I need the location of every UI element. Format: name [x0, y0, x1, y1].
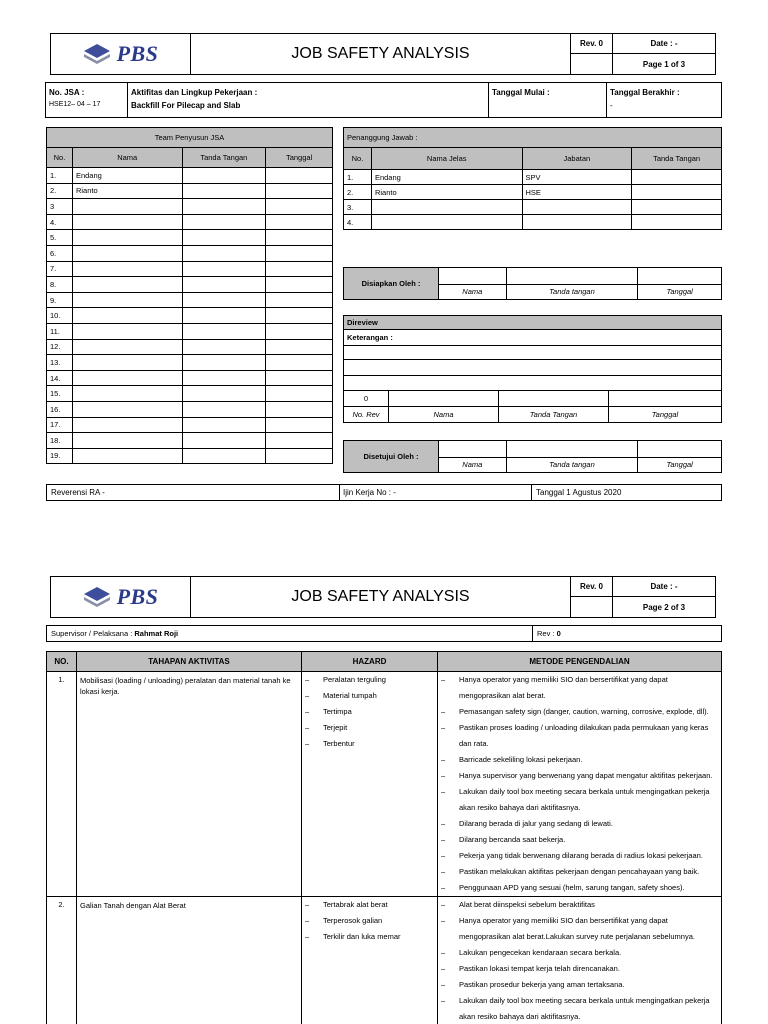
team-row-nama	[72, 370, 182, 386]
team-row-tanggal	[266, 199, 333, 215]
control-text: Hanya supervisor yang berwenang yang dapat mengatur aktifitas pekerjaan.	[459, 771, 713, 780]
team-row-tanggal	[266, 370, 333, 386]
steps-body	[47, 672, 722, 1024]
control-item: – Dilarang berada di jalur yang sedang di lewati.	[441, 816, 718, 832]
step-hazards	[302, 672, 438, 897]
step-no: 1.	[47, 672, 77, 897]
document-title: JOB SAFETY ANALYSIS	[191, 34, 571, 74]
footer-ra: Reverensi RA -	[51, 488, 105, 497]
hazard-text: Terkilir dan luka memar	[323, 932, 401, 941]
step-hazards	[302, 897, 438, 1024]
end-date-cell	[606, 83, 723, 117]
control-item: – Pastikan prosedur bekerja yang aman tertaksana.	[441, 977, 718, 993]
team-row-ttd	[182, 277, 266, 293]
col-tahapan: TAHAPAN AKTIVITAS	[77, 652, 302, 672]
step-activity: Galian Tanah dengan Alat Berat	[77, 897, 302, 1024]
team-row-tanggal	[266, 355, 333, 371]
prepared-label: Disiapkan Oleh :	[344, 268, 439, 300]
control-text: Dilarang berada di jalur yang sedang di lewati.	[459, 819, 613, 828]
team-row-no: 14.	[47, 370, 73, 386]
team-col-ttd: Tanda Tangan	[182, 148, 266, 168]
team-row-no: 1.	[47, 168, 73, 184]
review-no-rev-caption: No. Rev	[344, 407, 389, 423]
team-row-ttd	[182, 245, 266, 261]
control-item: – Barricade sekeliling lokasi pekerjaan.	[441, 752, 718, 768]
control-item: – Lakukan daily tool box meeting secara berkala untuk mengingatkan pekerja akan resiko bahaya dari aktifitasnya.	[441, 784, 718, 816]
team-row-nama	[72, 339, 182, 355]
team-row-ttd	[182, 448, 266, 464]
pj-row-no: 3.	[344, 200, 372, 215]
review-blank-row	[344, 346, 722, 360]
control-item: – Pemasangan safety sign (danger, caution, warning, corrosive, explode, dll).	[441, 704, 718, 720]
rev-empty-cell	[571, 54, 613, 74]
team-row-nama: Rianto	[72, 183, 182, 199]
team-row	[47, 277, 333, 293]
approved-label: Disetujui Oleh :	[344, 441, 439, 473]
review-keterangan: Keterangan :	[344, 330, 722, 346]
step-controls	[438, 672, 722, 897]
pj-row-nama	[371, 200, 522, 215]
pbs-logo-icon	[83, 43, 111, 65]
control-text: Hanya operator yang memiliki SIO dan bersertifikat yang dapat mengoprasikan alat berat.	[459, 675, 668, 700]
control-text: Lakukan daily tool box meeting secara berkala untuk mengingatkan pekerja akan resiko bahaya dari aktifitasnya.	[459, 787, 710, 812]
col-hazard: HAZARD	[302, 652, 438, 672]
pj-row-ttd	[632, 170, 722, 185]
team-row-no: 6.	[47, 245, 73, 261]
control-item: – Pastikan proses loading / unloading dilakukan pada permukaan yang keras dan rata.	[441, 720, 718, 752]
team-row-tanggal	[266, 433, 333, 449]
pj-row	[344, 170, 722, 185]
pj-row-no: 4.	[344, 215, 372, 230]
control-item: – Pastikan lokasi tempat kerja telah direncanakan.	[441, 961, 718, 977]
control-text: Barricade sekeliling lokasi pekerjaan.	[459, 755, 583, 764]
team-row-tanggal	[266, 168, 333, 184]
hazard-text: Terperosok galian	[323, 916, 383, 925]
pj-row-no: 1.	[344, 170, 372, 185]
team-row-tanggal	[266, 386, 333, 402]
team-col-nama: Nama	[72, 148, 182, 168]
team-row-no: 5.	[47, 230, 73, 246]
approved-nama-caption: Nama	[439, 457, 507, 472]
rev-empty-cell	[571, 597, 613, 617]
end-date-value: -	[610, 101, 613, 110]
team-row-ttd	[182, 199, 266, 215]
team-row-tanggal	[266, 339, 333, 355]
team-row	[47, 448, 333, 464]
hazard-text: Material tumpah	[323, 691, 377, 700]
control-text: Hanya operator yang memiliki SIO dan bersertifikat yang dapat mengoprasikan alat berat.Lakukan survey rute perjalanan sebelumnya.	[459, 916, 695, 941]
rev-cell	[532, 626, 565, 641]
brand-name: PBS	[116, 584, 159, 609]
supervisor-cell	[51, 629, 178, 638]
control-text: Lakukan pengecekan kendaraan secara berkala.	[459, 948, 622, 957]
team-row	[47, 433, 333, 449]
team-row-ttd	[182, 355, 266, 371]
control-text: Pastikan lokasi tempat kerja telah direncanakan.	[459, 964, 620, 973]
team-row-ttd	[182, 433, 266, 449]
pj-row-jabatan	[522, 200, 632, 215]
team-row-ttd	[182, 230, 266, 246]
team-row-no: 9.	[47, 292, 73, 308]
team-row-tanggal	[266, 230, 333, 246]
team-row-no: 2.	[47, 183, 73, 199]
team-row-ttd	[182, 261, 266, 277]
team-row-no: 11.	[47, 323, 73, 339]
no-jsa-value: HSE12– 04 – 17	[49, 101, 101, 108]
prepared-ttd-caption: Tanda tangan	[506, 284, 638, 299]
pj-table	[343, 127, 722, 230]
prepared-tanggal-caption: Tanggal	[638, 284, 722, 299]
team-row	[47, 230, 333, 246]
review-title: Direview	[344, 316, 722, 330]
team-row	[47, 245, 333, 261]
supervisor-label: Supervisor / Pelaksana :	[51, 629, 133, 638]
approved-tanggal-caption: Tanggal	[638, 457, 722, 472]
prepared-nama-caption: Nama	[439, 284, 507, 299]
review-nama-caption: Nama	[389, 407, 499, 423]
team-row-nama	[72, 386, 182, 402]
jsa-info-strip	[45, 82, 722, 118]
team-row	[47, 386, 333, 402]
team-row	[47, 401, 333, 417]
team-row-tanggal	[266, 448, 333, 464]
step-row	[47, 897, 722, 1024]
team-row-ttd	[182, 183, 266, 199]
hazard-item: – Material tumpah	[305, 688, 434, 704]
team-row-ttd	[182, 339, 266, 355]
step-no: 2.	[47, 897, 77, 1024]
logo	[51, 34, 191, 74]
team-row-ttd	[182, 417, 266, 433]
rev-label: Rev. 0	[571, 577, 613, 597]
team-row-nama	[72, 292, 182, 308]
hazard-item: – Tertabrak alat berat	[305, 897, 434, 913]
team-row-tanggal	[266, 417, 333, 433]
date-label: Date : -	[613, 34, 715, 54]
document-title: JOB SAFETY ANALYSIS	[191, 577, 571, 617]
team-row-tanggal	[266, 292, 333, 308]
approved-ttd-caption: Tanda tangan	[506, 457, 638, 472]
review-blank-row	[344, 376, 722, 391]
team-row-no: 12.	[47, 339, 73, 355]
team-row-nama	[72, 401, 182, 417]
pj-row-jabatan	[522, 215, 632, 230]
team-row-nama	[72, 417, 182, 433]
page-number: Page 2 of 3	[642, 602, 686, 612]
hazard-item: – Terkilir dan luka memar	[305, 929, 434, 945]
hazard-item: – Tertimpa	[305, 704, 434, 720]
pj-row-nama	[371, 215, 522, 230]
pj-row-jabatan: HSE	[522, 185, 632, 200]
team-row	[47, 370, 333, 386]
control-text: Pemasangan safety sign (danger, caution, warning, corrosive, explode, dll).	[459, 707, 709, 716]
team-row-nama	[72, 308, 182, 324]
pj-col-jabatan: Jabatan	[522, 148, 632, 170]
team-row-tanggal	[266, 323, 333, 339]
brand-name: PBS	[116, 41, 159, 66]
team-row-tanggal	[266, 183, 333, 199]
team-col-no: No.	[47, 148, 73, 168]
team-row-ttd	[182, 292, 266, 308]
team-row-nama	[72, 214, 182, 230]
team-row-ttd	[182, 370, 266, 386]
prepared-nama-box	[439, 268, 507, 285]
pj-body	[344, 170, 722, 230]
hazard-item: – Peralatan terguling	[305, 672, 434, 688]
control-text: Penggunaan APD yang sesuai (helm, sarung tangan, safety shoes).	[459, 883, 685, 892]
end-date-label: Tanggal Berakhir :	[610, 88, 680, 97]
pj-row	[344, 215, 722, 230]
page-number: Page 1 of 3	[642, 59, 686, 69]
team-row-no: 18.	[47, 433, 73, 449]
supervisor-value: Rahmat Roji	[134, 629, 179, 638]
team-row-nama	[72, 433, 182, 449]
pbs-logo-icon	[83, 586, 111, 608]
team-row	[47, 339, 333, 355]
hazard-item: – Terjepit	[305, 720, 434, 736]
approved-nama-box	[439, 441, 507, 458]
team-row-no: 8.	[47, 277, 73, 293]
hazard-text: Peralatan terguling	[323, 675, 386, 684]
no-jsa-label: No. JSA :	[49, 88, 85, 97]
review-blank-row	[344, 360, 722, 376]
activity-value: Backfill For Pilecap and Slab	[131, 101, 241, 110]
no-jsa-cell	[46, 83, 128, 117]
supervisor-strip	[46, 625, 722, 642]
hazard-text: Terjepit	[323, 723, 348, 732]
team-row-no: 16.	[47, 401, 73, 417]
pj-title: Penanggung Jawab :	[344, 128, 722, 148]
prepared-table	[343, 267, 722, 300]
team-row-tanggal	[266, 308, 333, 324]
control-item: – Penggunaan APD yang sesuai (helm, sarung tangan, safety shoes).	[441, 880, 718, 896]
team-row	[47, 183, 333, 199]
logo	[51, 577, 191, 617]
review-ttd-box	[499, 391, 609, 407]
team-row-no: 19.	[47, 448, 73, 464]
hazard-text: Tertimpa	[323, 707, 352, 716]
rev-value: 0	[556, 629, 561, 638]
step-row	[47, 672, 722, 897]
prepared-tanggal-box	[638, 268, 722, 285]
col-no: NO.	[47, 652, 77, 672]
team-row-no: 17.	[47, 417, 73, 433]
control-item: – Lakukan daily tool box meeting secara berkala untuk mengingatkan pekerja akan resiko bahaya dari aktifitasnya.	[441, 993, 718, 1024]
team-row-tanggal	[266, 277, 333, 293]
control-text: Pastikan melakukan aktifitas pekerjaan dengan pencahayaan yang baik.	[459, 867, 700, 876]
date-label: Date : -	[613, 577, 715, 597]
control-item: – Hanya supervisor yang berwenang yang dapat mengatur aktifitas pekerjaan.	[441, 768, 718, 784]
team-row-tanggal	[266, 245, 333, 261]
pj-col-no: No.	[344, 148, 372, 170]
step-activity: Mobilisasi (loading / unloading) peralatan dan material tanah ke lokasi kerja.	[77, 672, 302, 897]
team-row-ttd	[182, 401, 266, 417]
control-text: Lakukan daily tool box meeting secara berkala untuk mengingatkan pekerja akan resiko bahaya dari aktifitasnya.	[459, 996, 710, 1021]
team-row-nama	[72, 199, 182, 215]
control-item: – Hanya operator yang memiliki SIO dan bersertifikat yang dapat mengoprasikan alat berat.Lakukan survey rute perjalanan sebelumnya.	[441, 913, 718, 945]
team-row	[47, 261, 333, 277]
team-row-ttd	[182, 323, 266, 339]
team-row	[47, 292, 333, 308]
team-row	[47, 355, 333, 371]
pj-row-nama: Rianto	[371, 185, 522, 200]
control-item: – Hanya operator yang memiliki SIO dan bersertifikat yang dapat mengoprasikan alat berat.	[441, 672, 718, 704]
team-body	[47, 168, 333, 464]
team-row	[47, 214, 333, 230]
activity-label: Aktifitas dan Lingkup Pekerjaan :	[131, 88, 258, 97]
team-row-ttd	[182, 386, 266, 402]
team-row-nama: Endang	[72, 168, 182, 184]
team-row	[47, 308, 333, 324]
hazard-text: Terbentur	[323, 739, 355, 748]
control-item: – Pastikan melakukan aktifitas pekerjaan dengan pencahayaan yang baik.	[441, 864, 718, 880]
team-row	[47, 323, 333, 339]
hazard-item: – Terperosok galian	[305, 913, 434, 929]
team-row-no: 3	[47, 199, 73, 215]
team-row-nama	[72, 355, 182, 371]
team-row-ttd	[182, 214, 266, 230]
team-row-tanggal	[266, 261, 333, 277]
team-row-no: 10.	[47, 308, 73, 324]
rev-label: Rev :	[537, 629, 555, 638]
page2-header	[50, 576, 716, 618]
team-row-tanggal	[266, 401, 333, 417]
activity-cell	[128, 83, 533, 117]
footer-tanggal: Tanggal 1 Agustus 2020	[531, 485, 625, 500]
hazard-item: – Terbentur	[305, 736, 434, 752]
review-ttd-caption: Tanda Tangan	[499, 407, 609, 423]
team-row-no: 15.	[47, 386, 73, 402]
team-row-tanggal	[266, 214, 333, 230]
team-row-nama	[72, 261, 182, 277]
control-text: Pastikan prosedur bekerja yang aman tertaksana.	[459, 980, 625, 989]
pj-row-no: 2.	[344, 185, 372, 200]
pj-col-nama: Nama Jelas	[371, 148, 522, 170]
control-text: Pastikan proses loading / unloading dilakukan pada permukaan yang keras dan rata.	[459, 723, 709, 748]
footer-ijin: Ijin Kerja No : -	[339, 485, 399, 500]
control-text: Alat berat diinspeksi sebelum beraktifitas	[459, 900, 595, 909]
jsa-steps-table	[46, 651, 722, 1024]
review-table	[343, 315, 722, 423]
col-metode: METODE PENGENDALIAN	[438, 652, 722, 672]
approved-table	[343, 440, 722, 473]
pj-row-ttd	[632, 185, 722, 200]
review-tanggal-caption: Tanggal	[609, 407, 722, 423]
pj-col-ttd: Tanda Tangan	[632, 148, 722, 170]
review-nama-box	[389, 391, 499, 407]
control-item: – Lakukan pengecekan kendaraan secara berkala.	[441, 945, 718, 961]
prepared-ttd-box	[506, 268, 638, 285]
team-row-nama	[72, 230, 182, 246]
team-table	[46, 127, 333, 464]
team-title: Team Penyusun JSA	[47, 128, 333, 148]
team-row-no: 7.	[47, 261, 73, 277]
approved-ttd-box	[506, 441, 638, 458]
rev-label: Rev. 0	[571, 34, 613, 54]
page1-header	[50, 33, 716, 75]
pj-row-nama: Endang	[371, 170, 522, 185]
control-item: – Dilarang bercanda saat bekerja.	[441, 832, 718, 848]
team-row-no: 4.	[47, 214, 73, 230]
team-row-nama	[72, 323, 182, 339]
start-date-label: Tanggal Mulai :	[492, 88, 550, 97]
control-item: – Alat berat diinspeksi sebelum beraktifitas	[441, 897, 718, 913]
pj-row-ttd	[632, 200, 722, 215]
review-rev-value: 0	[344, 391, 389, 407]
step-controls	[438, 897, 722, 1024]
team-row-nama	[72, 277, 182, 293]
control-item: – Pekerja yang tidak berwenang dilarang berada di radius lokasi pekerjaan.	[441, 848, 718, 864]
team-row	[47, 168, 333, 184]
team-row-nama	[72, 448, 182, 464]
team-row	[47, 199, 333, 215]
team-row-ttd	[182, 168, 266, 184]
control-text: Dilarang bercanda saat bekerja.	[459, 835, 566, 844]
team-col-tanggal: Tanggal	[266, 148, 333, 168]
pj-row	[344, 200, 722, 215]
page1-footer	[46, 484, 722, 501]
control-text: Pekerja yang tidak berwenang dilarang berada di radius lokasi pekerjaan.	[459, 851, 703, 860]
pj-row-ttd	[632, 215, 722, 230]
pj-row	[344, 185, 722, 200]
hazard-text: Tertabrak alat berat	[323, 900, 388, 909]
team-row-nama	[72, 245, 182, 261]
team-row-ttd	[182, 308, 266, 324]
approved-tanggal-box	[638, 441, 722, 458]
team-row	[47, 417, 333, 433]
team-row-no: 13.	[47, 355, 73, 371]
pj-row-jabatan: SPV	[522, 170, 632, 185]
review-tanggal-box	[609, 391, 722, 407]
